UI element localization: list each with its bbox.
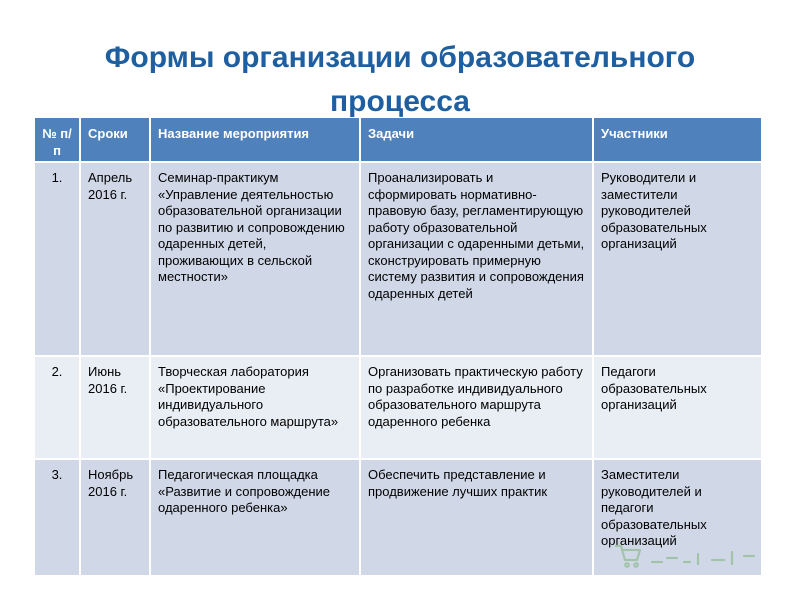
page-title-line-2: процесса — [330, 85, 470, 118]
row-tasks: Проанализировать и сформировать нормативно-правовую базу, регламентирующую работу образовательной организации с одаренными детьми, сконструировать примерную систему развития и сопровождения одаренных детей — [360, 162, 593, 356]
row-number: 3. — [35, 459, 80, 575]
row-term: Июнь 2016 г. — [80, 356, 150, 459]
row-number: 1. — [35, 162, 80, 356]
header-tasks: Задачи — [360, 118, 593, 162]
row-participants: Руководители и заместители руководителей образовательных организаций — [593, 162, 762, 356]
row-event: Педагогическая площадка «Развитие и сопровождение одаренного ребенка» — [150, 459, 360, 575]
row-participants: Педагоги образовательных организаций — [593, 356, 762, 459]
table-header-row — [35, 118, 762, 162]
page-title-line-1: Формы организации образовательного — [104, 41, 696, 74]
header-event: Название мероприятия — [150, 118, 360, 162]
header-term: Сроки — [80, 118, 150, 162]
table-row — [35, 356, 762, 459]
shopping-cart-icon — [612, 540, 762, 570]
row-tasks: Обеспечить представление и продвижение лучших практик — [360, 459, 593, 575]
events-table — [35, 118, 763, 575]
row-term: Апрель 2016 г. — [80, 162, 150, 356]
row-participants: Заместители руководителей и педагоги образовательных организаций — [593, 459, 762, 575]
header-participants: Участники — [593, 118, 762, 162]
header-number: № п/п — [35, 118, 80, 162]
row-number: 2. — [35, 356, 80, 459]
row-term: Ноябрь 2016 г. — [80, 459, 150, 575]
table-row — [35, 162, 762, 356]
row-event: Творческая лаборатория «Проектирование индивидуального образовательного маршрута» — [150, 356, 360, 459]
page-title — [0, 36, 800, 124]
row-tasks: Организовать практическую работу по разработке индивидуального образовательного маршрута одаренного ребенка — [360, 356, 593, 459]
row-event: Семинар-практикум «Управление деятельностью образовательной организации по развитию и сопровождению одаренных детей, проживающих в сельской местности» — [150, 162, 360, 356]
